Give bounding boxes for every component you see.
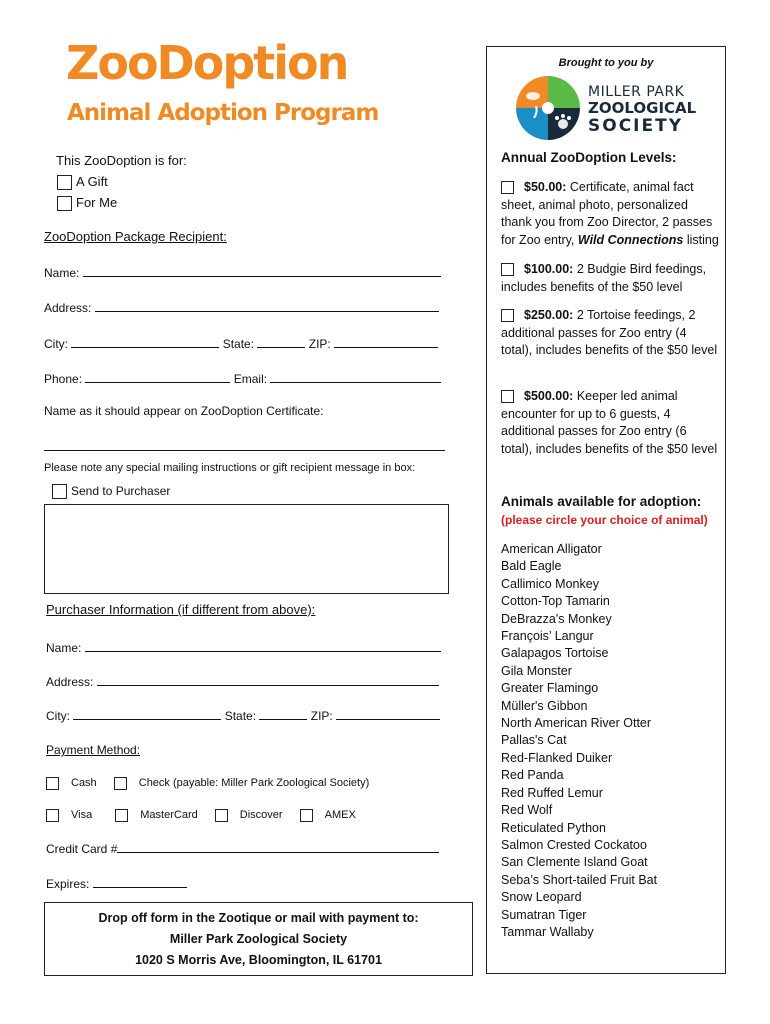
program-title: ZooDoption	[66, 36, 348, 90]
certificate-name-line[interactable]	[44, 450, 445, 451]
level-50-checkbox[interactable]	[501, 181, 514, 194]
check-checkbox[interactable]	[114, 777, 127, 790]
zoo-society-logo	[514, 74, 582, 147]
animal-item[interactable]: Sumatran Tiger	[501, 907, 587, 922]
animals-heading: Animals available for adoption:	[501, 494, 702, 509]
animal-item[interactable]: Red Panda	[501, 768, 564, 783]
logo-line-3: SOCIETY	[588, 116, 684, 136]
option-gift[interactable]: A Gift	[57, 174, 108, 190]
option-for-me[interactable]: For Me	[57, 195, 117, 211]
animal-item[interactable]: Greater Flamingo	[501, 681, 599, 696]
animal-item[interactable]: François’ Langur	[501, 629, 594, 644]
animal-item[interactable]: American Alligator	[501, 542, 602, 556]
animal-item[interactable]: Cotton-Top Tamarin	[501, 594, 610, 609]
animal-item[interactable]: Müller's Gibbon	[501, 698, 588, 713]
credit-card-field[interactable]: Credit Card #	[46, 841, 439, 856]
level-250-checkbox[interactable]	[501, 309, 514, 322]
level-50: $50.00: Certificate, animal fact sheet, animal photo, personalized thank you from Zoo Director, 2 passes for Zoo entry, Wild Connections listing	[501, 180, 719, 247]
brought-by-text: Brought to you by	[558, 57, 654, 69]
expires-field[interactable]: Expires:	[46, 876, 187, 891]
logo-line-2: ZOOLOGICAL	[588, 99, 697, 117]
dropoff-line-1: Drop off form in the Zootique or mail with payment to:	[98, 911, 419, 925]
levels-heading: Annual ZooDoption Levels:	[501, 150, 677, 165]
level-100-checkbox[interactable]	[501, 263, 514, 276]
level-500-checkbox[interactable]	[501, 390, 514, 403]
level-100: $100.00: 2 Budgie Bird feedings, includes benefits of the $50 level	[501, 262, 707, 294]
animal-item[interactable]: Seba’s Short-tailed Fruit Bat	[501, 872, 658, 887]
payment-row-2: Visa MasterCard Discover AMEX	[46, 809, 356, 822]
purchaser-heading: Purchaser Information (if different from above):	[46, 602, 316, 617]
purchaser-address-field[interactable]: Address:	[46, 674, 439, 689]
message-box[interactable]	[44, 504, 449, 594]
animals-subheading: (please circle your choice of animal)	[501, 513, 708, 527]
animal-item[interactable]: Bald Eagle	[501, 559, 562, 574]
animal-item[interactable]: DeBrazza's Monkey	[501, 611, 612, 626]
animal-item[interactable]: Pallas's Cat	[501, 733, 567, 748]
animal-item[interactable]: Tammar Wallaby	[501, 924, 594, 939]
purchaser-name-field[interactable]: Name:	[46, 640, 441, 655]
level-500: $500.00: Keeper led animal encounter for up to 6 guests, 4 additional passes for Zoo entry (6 total), includes benefits of the $50 level	[501, 389, 718, 456]
animal-item[interactable]: Salmon Crested Cockatoo	[501, 837, 647, 852]
purchaser-city-state-zip[interactable]: City: State: ZIP:	[46, 708, 440, 723]
gift-checkbox[interactable]	[57, 175, 72, 190]
animal-item[interactable]: Red Ruffed Lemur	[501, 785, 603, 800]
animal-item[interactable]: Snow Leopard	[501, 890, 582, 905]
program-subtitle: Animal Adoption Program	[67, 100, 379, 126]
visa-checkbox[interactable]	[46, 809, 59, 822]
discover-checkbox[interactable]	[215, 809, 228, 822]
recipient-name-field[interactable]: Name:	[44, 265, 441, 280]
mastercard-checkbox[interactable]	[115, 809, 128, 822]
send-to-purchaser-option[interactable]: Send to Purchaser	[52, 484, 170, 499]
recipient-phone-email[interactable]: Phone: Email:	[44, 371, 441, 386]
dropoff-box	[44, 902, 473, 976]
dropoff-line-2: Miller Park Zoological Society	[169, 932, 348, 946]
animal-item[interactable]: Gila Monster	[501, 663, 572, 678]
level-250: $250.00: 2 Tortoise feedings, 2 additional passes for Zoo entry (4 total), includes benefits of the $50 level	[501, 308, 718, 357]
animal-item[interactable]: Callimico Monkey	[501, 576, 599, 591]
animal-list	[501, 541, 721, 941]
logo-line-1: MILLER PARK	[588, 84, 685, 100]
animal-item[interactable]: North American River Otter	[501, 716, 652, 731]
dropoff-line-3: 1020 S Morris Ave, Bloomington, IL 61701	[135, 953, 382, 967]
certificate-label: Name as it should appear on ZooDoption Certificate:	[44, 404, 324, 418]
animal-item[interactable]: Red Wolf	[501, 803, 553, 818]
cash-checkbox[interactable]	[46, 777, 59, 790]
payment-heading: Payment Method:	[46, 743, 141, 757]
zoo-logo-icon	[514, 74, 582, 142]
animal-item[interactable]: Red-Flanked Duiker	[501, 750, 613, 765]
recipient-city-state-zip[interactable]: City: State: ZIP:	[44, 336, 438, 351]
payment-row-1: Cash Check (payable: Miller Park Zoological Society)	[46, 777, 369, 790]
send-to-purchaser-checkbox[interactable]	[52, 484, 67, 499]
animal-item[interactable]: Reticulated Python	[501, 820, 606, 835]
animal-item[interactable]: Galapagos Tortoise	[501, 646, 609, 661]
recipient-heading: ZooDoption Package Recipient:	[44, 229, 227, 244]
animal-item[interactable]: San Clemente Island Goat	[501, 855, 648, 870]
amex-checkbox[interactable]	[300, 809, 313, 822]
for-me-checkbox[interactable]	[57, 196, 72, 211]
recipient-address-field[interactable]: Address:	[44, 300, 439, 315]
mailing-note: Please note any special mailing instructions or gift recipient message in box:	[44, 462, 416, 474]
for-section-title: This ZooDoption is for:	[56, 153, 187, 168]
